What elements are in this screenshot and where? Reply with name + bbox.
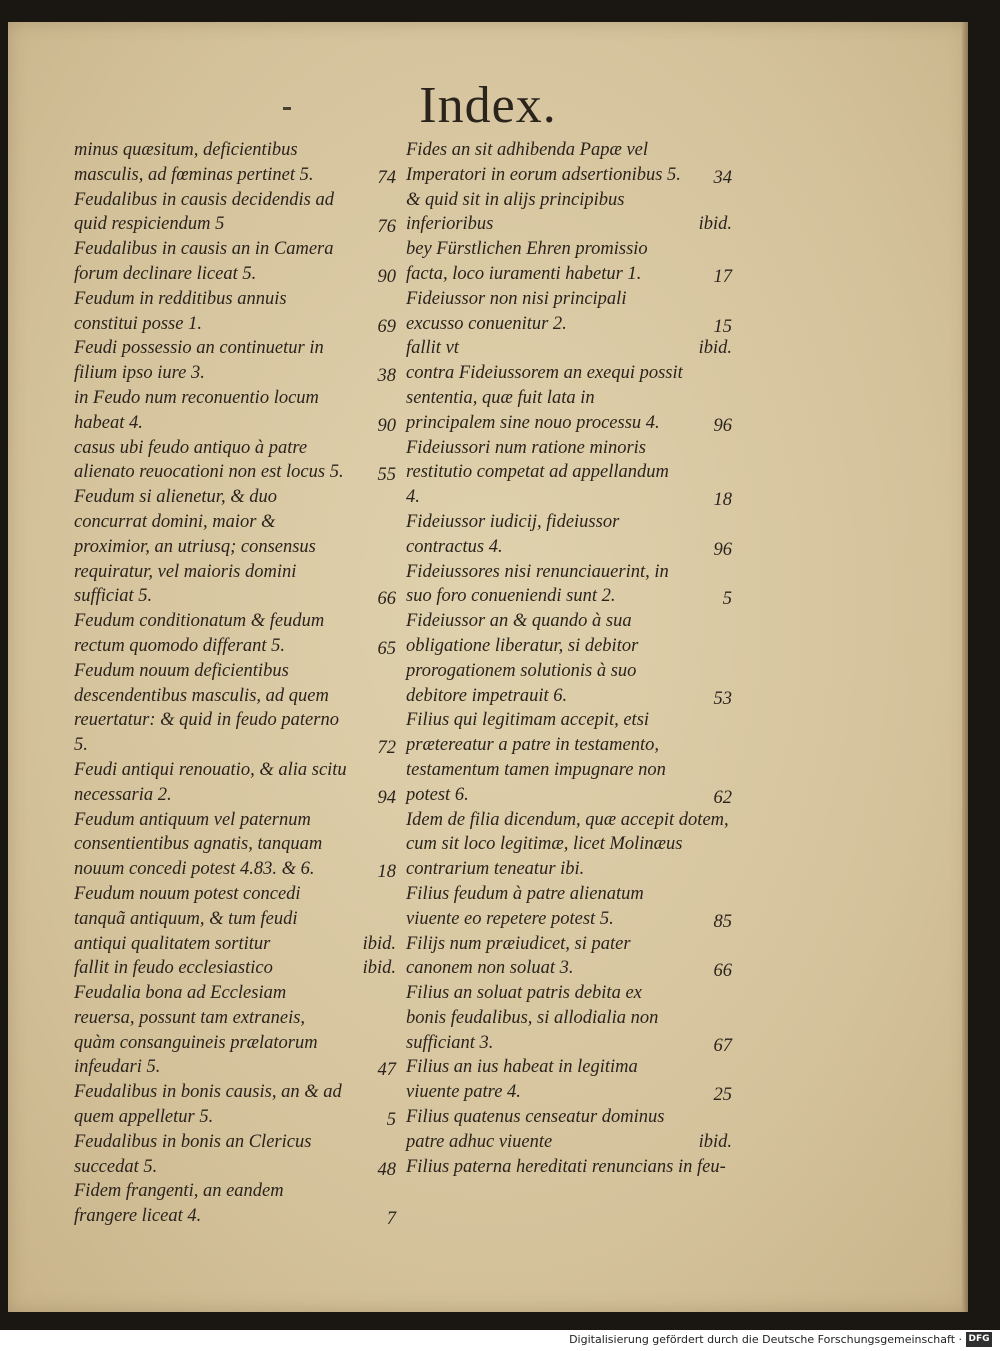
index-entry (74, 188, 400, 238)
index-entry-page: ibid. (362, 933, 396, 954)
index-entry (74, 981, 400, 1080)
index-entry-page: 53 (713, 688, 732, 709)
index-entry-page: 65 (377, 638, 396, 659)
page-title: Index. (419, 77, 557, 134)
index-entry-text: Filius feudum à patre alienatum viuente eo repetere potest 5. (406, 883, 644, 929)
index-entry-text: Filius an ius habeat in legitima viuente patre 4. (406, 1057, 638, 1103)
index-entry (74, 808, 400, 882)
index-column-left (74, 138, 400, 1229)
index-entry (406, 560, 736, 610)
index-entry (74, 956, 400, 981)
index-entry-page: 74 (377, 167, 396, 188)
index-entry (74, 1080, 400, 1130)
index-entry (74, 485, 400, 609)
index-entry-text: fallit in feudo ecclesiastico (74, 958, 273, 979)
index-entry (406, 882, 736, 932)
index-entry-text: Idem de filia dicendum, quæ accepit dotem, cum sit loco legitimæ, licet Molinæus contrarium teneatur ibi. (406, 809, 729, 880)
index-entry-page: 90 (377, 415, 396, 436)
index-entry (74, 758, 400, 808)
index-entry (406, 361, 736, 435)
index-column-right (406, 138, 736, 1179)
index-entry (406, 609, 736, 708)
index-entry-page: ibid. (698, 1131, 732, 1152)
page-edge (962, 22, 968, 1312)
index-entry (74, 237, 400, 287)
index-entry-text: Fideiussori num ratione minoris restitutio competat ad appellandum 4. (406, 437, 669, 508)
index-entry-page: 62 (713, 787, 732, 808)
index-entry-text: Fideiussor iudicij, fideiussor contractus 4. (406, 511, 620, 557)
index-entry-page: 66 (713, 961, 732, 982)
index-entry (406, 510, 736, 560)
index-entry-page: 48 (377, 1159, 396, 1180)
index-entry-page: 69 (377, 316, 396, 337)
index-entry-page: 94 (377, 787, 396, 808)
index-entry-text: Feudalia bona ad Ecclesiam reuersa, possunt tam extraneis, quàm consanguineis prælatorum infeudari 5. (74, 983, 318, 1078)
index-entry (406, 138, 736, 188)
index-entry (74, 287, 400, 337)
digitization-footer (0, 1330, 1000, 1351)
index-entry-page: 47 (377, 1060, 396, 1081)
index-entry-text: Feudum si alienetur, & duo concurrat domini, maior & proximior, an utriusq; consensus requiratur, vel maioris domini sufficiat 5. (74, 487, 316, 607)
index-entry (406, 981, 736, 1055)
index-entry-page: 96 (713, 539, 732, 560)
index-entry (406, 708, 736, 807)
index-entry (406, 188, 736, 238)
index-entry-page: 90 (377, 266, 396, 287)
index-entry-text: Feudalibus in causis decidendis ad quid respiciendum 5 (74, 189, 334, 235)
index-entry-text: Filius quatenus censeatur dominus patre adhuc viuente (406, 1107, 665, 1152)
index-entry (74, 1130, 400, 1180)
index-entry-text: Feudum conditionatum & feudum rectum quomodo differant 5. (74, 611, 325, 656)
index-entry-page: 5 (722, 589, 732, 610)
index-entry (74, 1179, 400, 1229)
index-entry-text: Fides an sit adhibenda Papæ vel Imperatori in eorum adsertionibus 5. (406, 140, 681, 185)
index-entry-text: casus ubi feudo antiquo à patre alienato reuocationi non est locus 5. (74, 437, 344, 483)
index-entry-text: Fideiussor an & quando à sua obligatione liberatur, si debitor prorogationem solutionis à suo debitore impetrauit 6. (406, 611, 639, 706)
index-entry-text: fallit vt (406, 338, 459, 359)
index-entry-page: 72 (377, 738, 396, 759)
index-entry-text: Fideiussor non nisi principali excusso conuenitur 2. (406, 288, 627, 334)
index-entry (406, 436, 736, 510)
index-entry-text: Fideiussores nisi renunciauerint, in suo foro conueniendi sunt 2. (406, 561, 669, 607)
index-entry-page: 67 (713, 1035, 732, 1056)
index-entry-text: Filius paterna hereditati renuncians in feu- (406, 1156, 726, 1177)
index-entry-text: Filius qui legitimam accepit, etsi prætereatur a patre in testamento, testamentum tamen impugnare non potest 6. (406, 710, 666, 805)
index-entry-page: 17 (713, 266, 732, 287)
index-entry (406, 287, 736, 337)
index-entry-text: bey Fürstlichen Ehren promissio facta, loco iuramenti habetur 1. (406, 239, 648, 284)
index-entry-page: 18 (377, 862, 396, 883)
index-entry-text: Feudalibus in causis an in Camera forum declinare liceat 5. (74, 239, 334, 284)
index-entry (74, 882, 400, 956)
index-entry (406, 1055, 736, 1105)
index-entry (406, 932, 736, 982)
index-entry-text: Filius an soluat patris debita ex bonis feudalibus, si allodialia non sufficiant 3. (406, 983, 659, 1053)
index-entry (406, 1155, 736, 1180)
index-entry-page: 96 (713, 415, 732, 436)
funding-note: Digitalisierung gefördert durch die Deutsche Forschungsgemeinschaft · (569, 1333, 962, 1346)
index-entry-text: Fidem frangenti, an eandem frangere liceat 4. (74, 1181, 284, 1227)
index-entry-text: & quid sit in alijs principibus inferioribus (406, 189, 625, 235)
index-entry-page: 85 (713, 911, 732, 932)
index-entry (406, 1105, 736, 1155)
index-entry-page: ibid. (698, 214, 732, 235)
index-entry (406, 336, 736, 361)
index-entry-page: ibid. (362, 958, 396, 979)
index-entry-text: minus quæsitum, deficientibus masculis, ad fœminas pertinet 5. (74, 140, 314, 185)
index-entry-text: Filijs num præiudicet, si pater canonem non soluat 3. (406, 933, 631, 979)
index-entry (406, 237, 736, 287)
index-entry (74, 436, 400, 486)
index-entry (74, 386, 400, 436)
index-entry-page: 34 (713, 167, 732, 188)
index-entry-text: Feudi antiqui renouatio, & alia scitu necessaria 2. (74, 759, 347, 805)
index-entry-page: 66 (377, 589, 396, 610)
index-entry-page: ibid. (698, 338, 732, 359)
index-entry (74, 138, 400, 188)
index-entry (74, 609, 400, 659)
index-entry-text: Feudalibus in bonis an Clericus succedat 5. (74, 1131, 312, 1177)
book-page (8, 22, 968, 1312)
index-entry-text: Feudum antiquum vel paternum consentientibus agnatis, tanquam nouum concedi potest 4.83. & 6. (74, 809, 323, 880)
index-entry-text: Feudum nouum potest concedi tanquã antiquum, & tum feudi antiqui qualitatem sortitur (74, 883, 301, 954)
index-entry-page: 38 (377, 366, 396, 387)
index-entry-text: Feudi possessio an continuetur in filium ipso iure 3. (74, 338, 324, 384)
dfg-logo: DFG (966, 1332, 992, 1347)
index-entry-page: 55 (377, 465, 396, 486)
index-entry (74, 336, 400, 386)
index-entry-page: 15 (713, 316, 732, 337)
index-entry-page: 76 (377, 217, 396, 238)
index-entry (74, 659, 400, 758)
index-entry-page: 7 (386, 1209, 396, 1230)
index-entry-page: 25 (713, 1085, 732, 1106)
index-entry-text: Feudum nouum deficientibus descendentibus masculis, ad quem reuertatur: & quid in feudo paterno 5. (74, 660, 339, 756)
index-entry-text: Feudalibus in bonis causis, an & ad quem appelletur 5. (74, 1082, 342, 1128)
index-entry-text: Feudum in redditibus annuis constitui posse 1. (74, 288, 287, 334)
index-entry (406, 808, 736, 882)
index-entry-text: contra Fideiussorem an exequi possit sententia, quæ fuit lata in principalem sine nouo processu 4. (406, 363, 683, 433)
index-entry-text: in Feudo num reconuentio locum habeat 4. (74, 387, 319, 433)
index-entry-page: 5 (386, 1110, 396, 1131)
index-entry-page: 18 (713, 490, 732, 511)
